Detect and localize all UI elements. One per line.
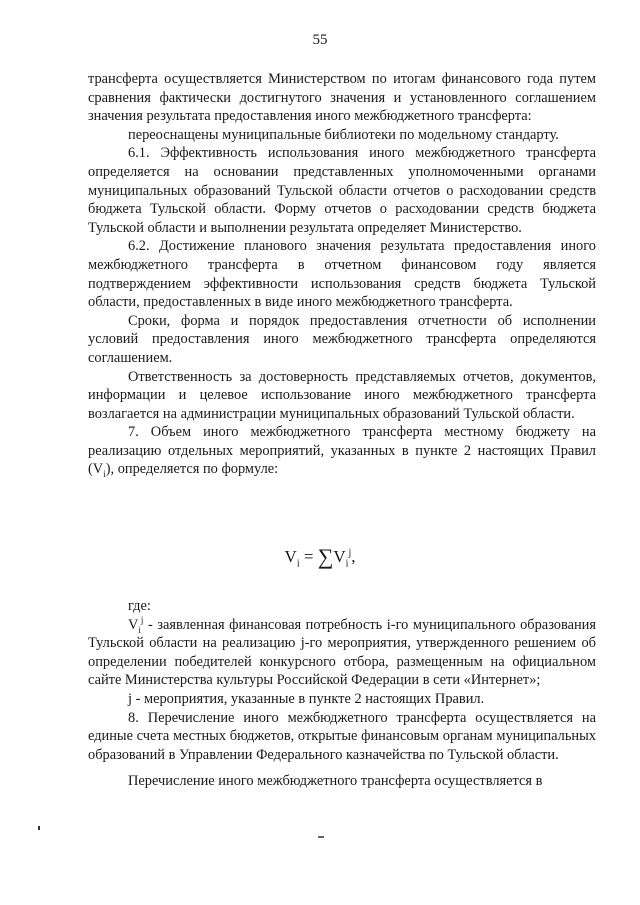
paragraph-7-text: 7. Объем иного межбюджетного трансферта местному бюджету на реализацию отдельных мероприятий, указанных в пункте 2 настоящих Правил (V — [88, 424, 596, 478]
def1-sup: j — [140, 614, 144, 625]
paragraph-6-2: 6.2. Достижение планового значения результата предоставления иного межбюджетного трансферта в отчетном финансовом году является подтверждением эффективности использования средств бюджета Тульской области, предоставленных в виде иного межбюджетного трансферта. — [88, 238, 596, 311]
formula-rhs: V — [333, 547, 346, 566]
formula-tail: , — [351, 547, 356, 566]
scan-margin-mark — [38, 826, 40, 830]
formula-rhs-sup: j — [348, 547, 352, 559]
def1-symbol: V — [128, 616, 139, 633]
paragraph-8: 8. Перечисление иного межбюджетного трансферта осуществляется на единые счета местных бюджетов, открытые финансовым органам муниципальных образований в Управлении Федерального казначейства по Тульской области. — [88, 709, 596, 763]
paragraph-transfer-continued: Перечисление иного межбюджетного трансферта осуществляется в — [128, 773, 543, 790]
formula-sum: ∑ — [317, 544, 334, 569]
formula-equals: = — [299, 547, 318, 566]
formula-lhs: V — [284, 547, 297, 566]
body-text-top — [88, 70, 596, 479]
def1-sub: i — [138, 624, 141, 635]
paragraph-where: где: — [128, 598, 151, 614]
paragraph-transfer-results: трансферта осуществляется Министерством по итогам финансового года путем сравнения фактически достигнутого значения и установленного соглашением значения результата предоставления иного межбюджетного трансферта: — [88, 71, 596, 125]
paragraph-7-sub: i — [103, 469, 106, 480]
formula-lhs-sub: i — [296, 558, 300, 570]
page-number: 55 — [312, 32, 328, 48]
paragraph-libraries: переоснащены муниципальные библиотеки по модельному стандарту. — [128, 126, 559, 143]
paragraph-7 — [88, 423, 596, 479]
body-text-bottom — [88, 597, 596, 791]
paragraph-6-1: 6.1. Эффективность использования иного межбюджетного трансферта определяется на основании представленных уполномоченными органами муниципальных образований Тульской области отчетов о расходовании средств бюджета Тульской области. Форму отчетов о расходовании средств бюджета Тульской области и выполнении результата определяет Министерство. — [88, 145, 596, 236]
scan-bottom-mark — [318, 836, 324, 838]
paragraph-reporting: Сроки, форма и порядок предоставления отчетности об исполнении условий предоставления иного межбюджетного трансферта определяются соглашением. — [88, 312, 596, 366]
paragraph-7-tail: ), определяется по формуле: — [105, 461, 279, 478]
paragraph-definition-j: j - мероприятия, указанные в пункте 2 настоящих Правил. — [128, 690, 485, 707]
paragraph-definition-vij — [88, 616, 596, 690]
paragraph-responsibility: Ответственность за достоверность представляемых отчетов, документов, информации и целевое использование иного межбюджетного трансферта возлагается на администрации муниципальных образований Тульской области. — [88, 368, 596, 422]
formula — [0, 544, 640, 570]
formula-rhs-sub: i — [345, 558, 349, 570]
def1-text: - заявленная финансовая потребность i-го муниципального образования Тульской области на реализацию j-го мероприятия, утвержденного решением об определении победителей конкурсного отбора, размещенным на официальном сайте Министерства культуры Российской Федерации в сети «Интернет»; — [88, 616, 596, 689]
